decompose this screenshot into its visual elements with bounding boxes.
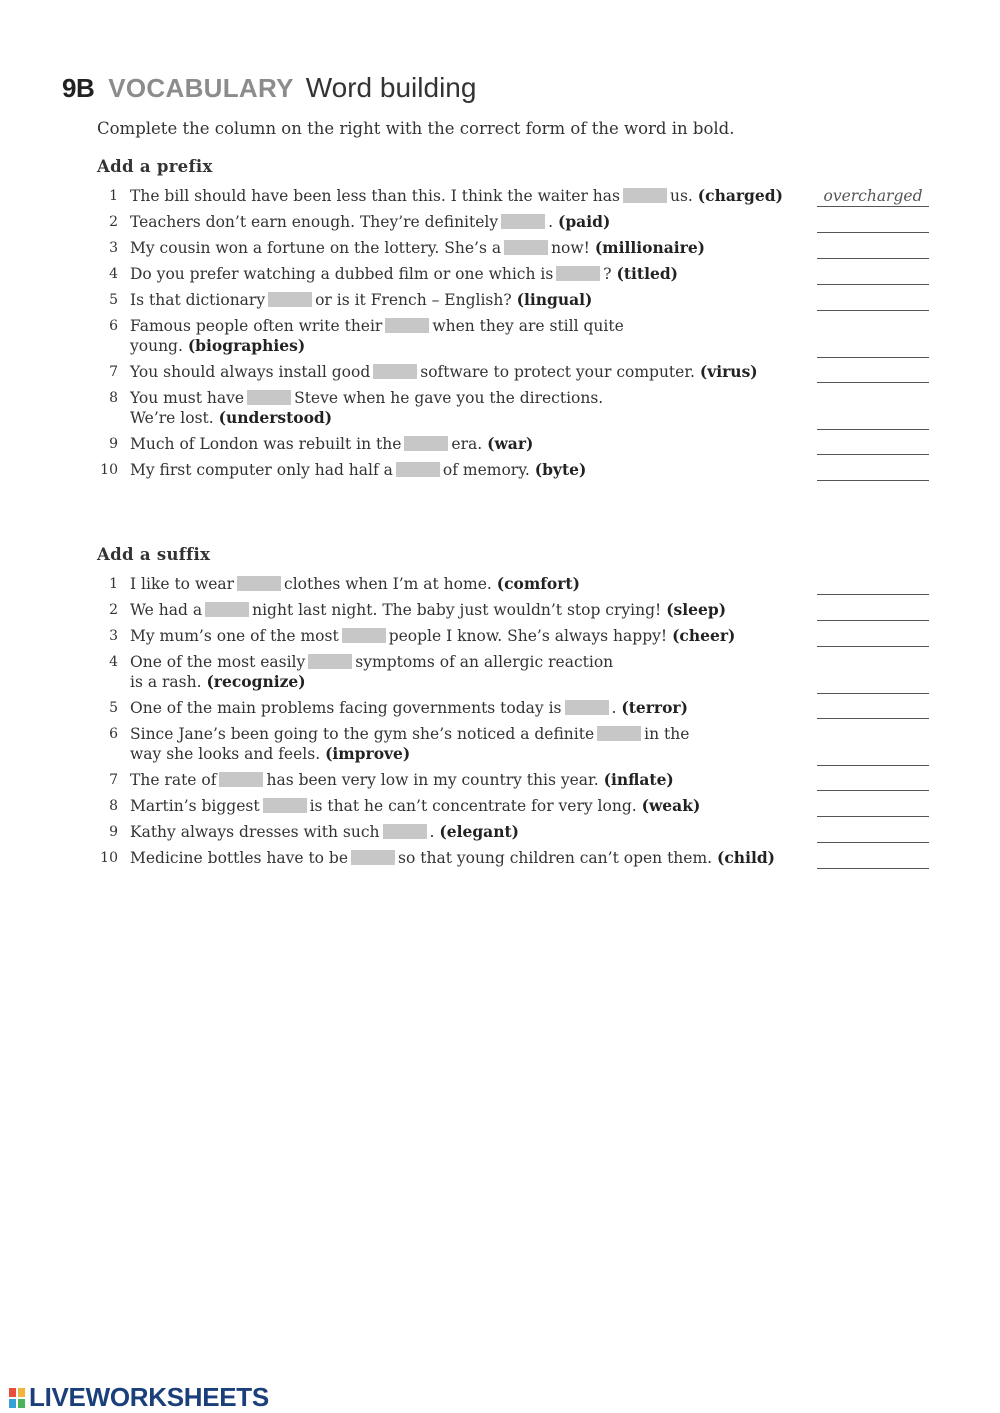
sentence-after-gap: so that young children can’t open them.: [398, 849, 713, 867]
item-number: 3: [109, 240, 118, 256]
root-word: (child): [717, 848, 776, 867]
sentence-before-gap: Famous people often write their: [130, 317, 383, 335]
blank-gap: [373, 364, 417, 379]
sentence-after-gap: night last night. The baby just wouldn’t stop crying!: [252, 601, 662, 619]
blank-gap: [504, 240, 548, 255]
answer-field[interactable]: [817, 461, 929, 481]
liveworksheets-logo-icon: [8, 1387, 26, 1409]
answer-field[interactable]: [817, 291, 929, 311]
answer-field[interactable]: [817, 435, 929, 455]
blank-gap: [263, 798, 307, 813]
unit-code: 9B: [62, 73, 95, 103]
answer-field[interactable]: [817, 797, 929, 817]
suffix-section-title: Add a suffix: [97, 545, 211, 564]
sentence-after-gap: clothes when I’m at home.: [284, 575, 492, 593]
sentence-after-gap: us.: [669, 187, 693, 205]
page-title: [62, 72, 476, 104]
sentence-after-gap: has been very low in my country this year.: [266, 771, 599, 789]
blank-gap: [308, 654, 352, 669]
topic-label: Word building: [305, 72, 477, 103]
sentence-before-gap: Is that dictionary: [130, 291, 266, 309]
blank-gap: [501, 214, 545, 229]
blank-gap: [351, 850, 395, 865]
item-sentence: [130, 362, 810, 382]
sentence-before-gap: One of the most easily: [130, 653, 306, 671]
item-number: 3: [109, 628, 118, 644]
root-word: (cheer): [672, 626, 736, 645]
answer-field[interactable]: [817, 627, 929, 647]
blank-gap: [383, 824, 427, 839]
section-label: VOCABULARY: [108, 73, 294, 103]
root-word: (terror): [621, 698, 688, 717]
blank-gap: [556, 266, 600, 281]
blank-gap: [396, 462, 440, 477]
item-sentence: [130, 460, 810, 480]
answer-field[interactable]: [817, 338, 929, 358]
blank-gap: [565, 700, 609, 715]
item-number: 9: [109, 824, 118, 840]
root-word: (sleep): [666, 600, 727, 619]
answer-field[interactable]: [817, 849, 929, 869]
item-sentence: [130, 724, 810, 764]
sentence-before-gap: Much of London was rebuilt in the: [130, 435, 402, 453]
item-sentence: [130, 264, 810, 284]
item-sentence: [130, 822, 810, 842]
sentence-after-gap: software to protect your computer.: [420, 363, 695, 381]
sentence-after-gap: .: [611, 699, 617, 717]
sentence-after-gap: when they are still quite: [432, 317, 624, 335]
instructions: Complete the column on the right with the correct form of the word in bold.: [97, 119, 735, 138]
item-sentence: [130, 770, 810, 790]
item-sentence: [130, 626, 810, 646]
sentence-second-line: way she looks and feels.: [130, 745, 321, 763]
item-sentence: [130, 652, 810, 692]
item-number: 4: [109, 654, 118, 670]
answer-field[interactable]: [817, 601, 929, 621]
sentence-after-gap: ?: [603, 265, 612, 283]
root-word: (biographies): [187, 336, 306, 355]
item-sentence: [130, 796, 810, 816]
root-word: (recognize): [206, 672, 306, 691]
answer-field[interactable]: overcharged: [817, 187, 929, 207]
item-sentence: [130, 388, 810, 428]
root-word: (virus): [699, 362, 758, 381]
sentence-after-gap: .: [548, 213, 554, 231]
footer-brand: LIVEWORKSHEETS: [29, 1382, 269, 1412]
sentence-after-gap: era.: [451, 435, 483, 453]
blank-gap: [385, 318, 429, 333]
item-sentence: [130, 316, 810, 356]
answer-field[interactable]: [817, 699, 929, 719]
sentence-after-gap: symptoms of an allergic reaction: [355, 653, 614, 671]
item-number: 4: [109, 266, 118, 282]
item-number: 1: [109, 576, 118, 592]
item-number: 8: [109, 390, 118, 406]
item-number: 10: [100, 850, 118, 866]
item-number: 9: [109, 436, 118, 452]
sentence-before-gap: I like to wear: [130, 575, 235, 593]
sentence-before-gap: You should always install good: [130, 363, 371, 381]
answer-field[interactable]: [817, 363, 929, 383]
sentence-after-gap: is that he can’t concentrate for very long.: [309, 797, 637, 815]
sentence-after-gap: .: [429, 823, 435, 841]
sentence-after-gap: or is it French – English?: [315, 291, 512, 309]
answer-field[interactable]: [817, 823, 929, 843]
sentence-before-gap: My first computer only had half a: [130, 461, 393, 479]
sentence-second-line: is a rash.: [130, 673, 202, 691]
blank-gap: [205, 602, 249, 617]
blank-gap: [247, 390, 291, 405]
answer-field[interactable]: [817, 213, 929, 233]
answer-field[interactable]: [817, 674, 929, 694]
root-word: (paid): [558, 212, 611, 231]
root-word: (titled): [616, 264, 678, 283]
root-word: (millionaire): [594, 238, 706, 257]
sentence-after-gap: in the: [644, 725, 690, 743]
sentence-before-gap: Teachers don’t earn enough. They’re definitely: [130, 213, 499, 231]
answer-field[interactable]: [817, 410, 929, 430]
item-sentence: [130, 600, 810, 620]
blank-gap: [404, 436, 448, 451]
item-sentence: [130, 848, 810, 868]
root-word: (inflate): [603, 770, 674, 789]
item-sentence: [130, 290, 810, 310]
root-word: (war): [487, 434, 534, 453]
sentence-before-gap: One of the main problems facing governments today is: [130, 699, 562, 717]
item-sentence: [130, 574, 810, 594]
sentence-before-gap: Medicine bottles have to be: [130, 849, 349, 867]
blank-gap: [597, 726, 641, 741]
blank-gap: [237, 576, 281, 591]
answer-field[interactable]: [817, 265, 929, 285]
item-number: 6: [109, 318, 118, 334]
sentence-after-gap: now!: [551, 239, 590, 257]
root-word: (comfort): [496, 574, 580, 593]
sentence-before-gap: We had a: [130, 601, 203, 619]
answer-field[interactable]: [817, 575, 929, 595]
prefix-section-title: Add a prefix: [97, 157, 213, 176]
answer-field[interactable]: [817, 239, 929, 259]
blank-gap: [623, 188, 667, 203]
root-word: (byte): [534, 460, 587, 479]
sentence-before-gap: You must have: [130, 389, 245, 407]
sentence-before-gap: My cousin won a fortune on the lottery. She’s a: [130, 239, 502, 257]
blank-gap: [268, 292, 312, 307]
sentence-second-line: young.: [130, 337, 183, 355]
sentence-before-gap: My mum’s one of the most: [130, 627, 339, 645]
sentence-after-gap: of memory.: [442, 461, 530, 479]
root-word: (understood): [218, 408, 333, 427]
sentence-before-gap: Martin’s biggest: [130, 797, 260, 815]
item-sentence: [130, 238, 810, 258]
item-number: 5: [109, 292, 118, 308]
item-number: 2: [109, 602, 118, 618]
item-sentence: [130, 186, 810, 206]
blank-gap: [342, 628, 386, 643]
item-number: 1: [109, 188, 118, 204]
item-number: 10: [100, 462, 118, 478]
sentence-before-gap: Kathy always dresses with such: [130, 823, 380, 841]
sentence-before-gap: The rate of: [130, 771, 217, 789]
root-word: (charged): [697, 186, 783, 205]
liveworksheets-logo: [8, 1382, 269, 1413]
sentence-after-gap: people I know. She’s always happy!: [388, 627, 668, 645]
item-number: 6: [109, 726, 118, 742]
answer-field[interactable]: [817, 746, 929, 766]
sentence-before-gap: The bill should have been less than this. I think the waiter has: [130, 187, 620, 205]
root-word: (improve): [325, 744, 411, 763]
sentence-before-gap: Since Jane’s been going to the gym she’s noticed a definite: [130, 725, 595, 743]
item-number: 8: [109, 798, 118, 814]
root-word: (elegant): [439, 822, 519, 841]
sentence-second-line: We’re lost.: [130, 409, 214, 427]
answer-field[interactable]: [817, 771, 929, 791]
item-sentence: [130, 698, 810, 718]
blank-gap: [219, 772, 263, 787]
item-number: 7: [109, 364, 118, 380]
item-sentence: [130, 212, 810, 232]
item-number: 2: [109, 214, 118, 230]
root-word: (weak): [641, 796, 701, 815]
sentence-before-gap: Do you prefer watching a dubbed film or one which is: [130, 265, 554, 283]
root-word: (lingual): [516, 290, 593, 309]
item-number: 5: [109, 700, 118, 716]
sentence-after-gap: Steve when he gave you the directions.: [294, 389, 604, 407]
item-number: 7: [109, 772, 118, 788]
item-sentence: [130, 434, 810, 454]
